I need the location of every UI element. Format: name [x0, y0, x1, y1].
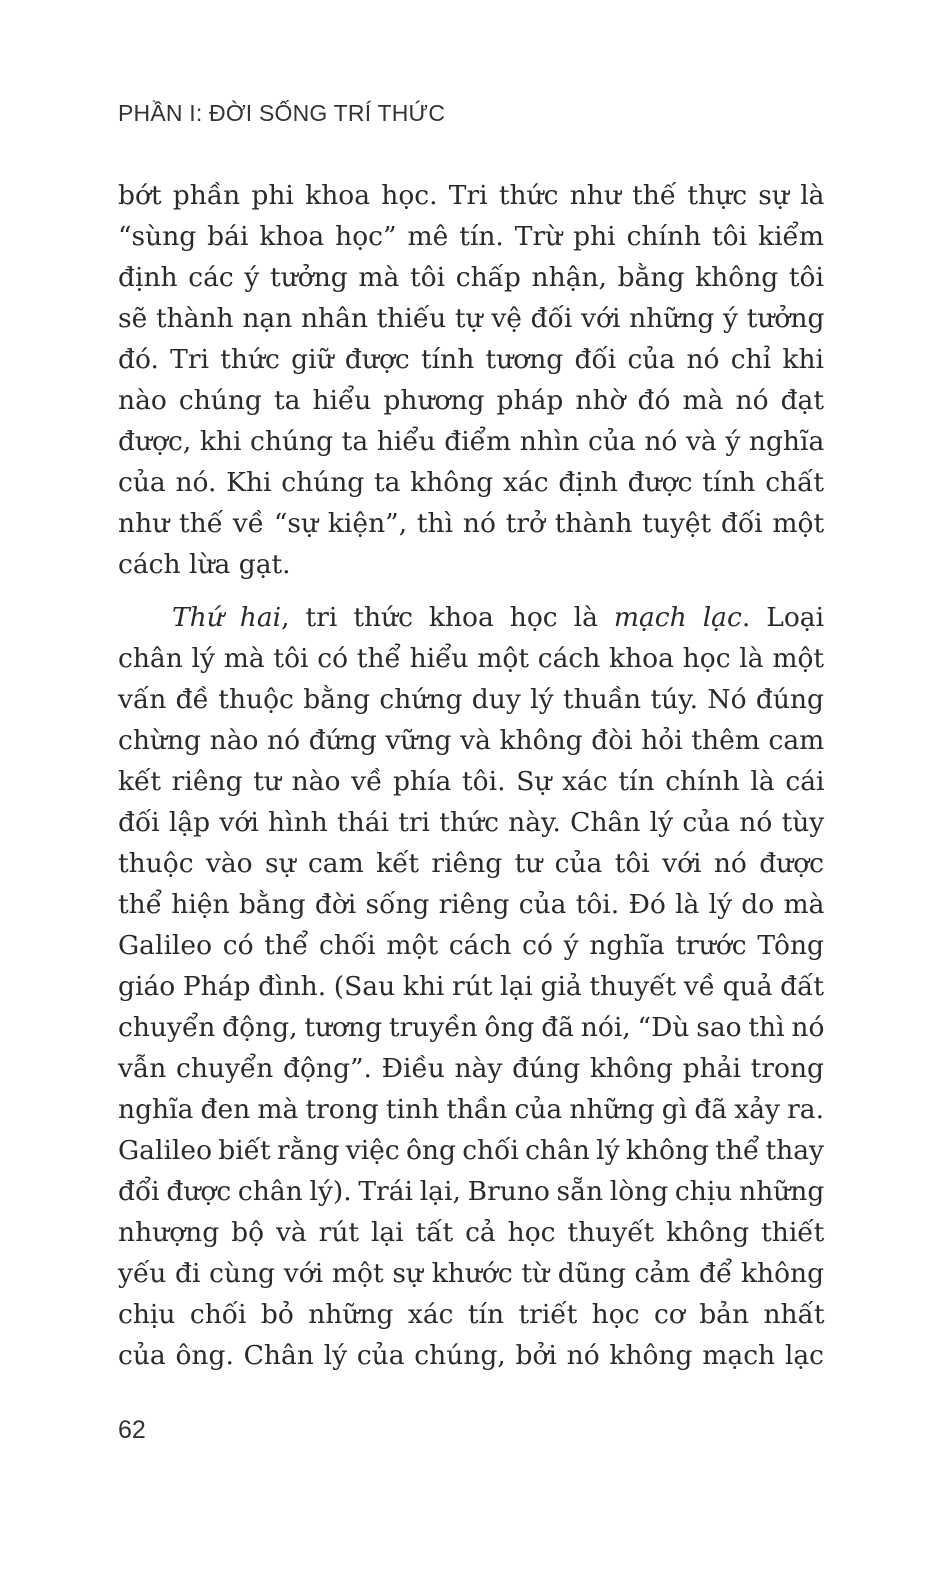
text-line: Galileo có thể chối một cách có ý nghĩa trước Tông — [118, 930, 824, 961]
text-line: “sùng bái khoa học” mê tín. Trừ phi chính tôi kiểm — [118, 221, 824, 252]
text-line: giáo Pháp đình. (Sau khi rút lại giả thuyết về quả đất — [118, 971, 824, 1002]
text-line: thuộc vào sự cam kết riêng tư của tôi với nó được — [118, 848, 825, 879]
paragraph-1 — [118, 175, 824, 585]
text-line: Galileo biết rằng việc ông chối chân lý không thể thay — [118, 1135, 824, 1166]
text-line: của nó. Khi chúng ta không xác định được tính chất — [118, 467, 824, 498]
text-line: bớt phần phi khoa học. Tri thức như thế thực sự là — [118, 180, 825, 211]
text-line: thể hiện bằng đời sống riêng của tôi. Đó là lý do mà — [118, 889, 825, 920]
text-line: như thế về “sự kiện”, thì nó trở thành tuyệt đối một — [118, 508, 825, 539]
text-run: . Loại — [741, 602, 825, 633]
text-line: đối lập với hình thái tri thức này. Chân lý của nó tùy — [118, 807, 825, 838]
text-line: chuyển động, tương truyền ông đã nói, “Dù sao thì nó — [118, 1012, 825, 1043]
text-line: chân lý mà tôi có thể hiểu một cách khoa học là một — [118, 643, 825, 674]
text-line: chịu chối bỏ những xác tín triết học cơ bản nhất — [118, 1299, 825, 1330]
text-line: vấn đề thuộc bằng chứng duy lý thuần túy. Nó đúng — [118, 684, 824, 715]
text-line: đó. Tri thức giữ được tính tương đối của nó chỉ khi — [118, 344, 824, 375]
text-line: chừng nào nó đứng vững và không đòi hỏi thêm cam — [118, 725, 825, 756]
body-text — [118, 175, 824, 1376]
text-line: yếu đi cùng với một sự khước từ dũng cảm để không — [118, 1258, 825, 1289]
text-line: sẽ thành nạn nhân thiếu tự vệ đối với những ý tưởng — [118, 303, 825, 334]
paragraph-gap — [118, 585, 824, 597]
text-line: vẫn chuyển động”. Điều này đúng không phải trong — [118, 1053, 824, 1084]
text-line: đổi được chân lý). Trái lại, Bruno sẵn lòng chịu những — [118, 1176, 825, 1207]
page-number: 62 — [118, 1416, 146, 1444]
text-line: kết riêng tư nào về phía tôi. Sự xác tín chính là cái — [118, 766, 825, 797]
text-line-first — [118, 597, 824, 638]
text-line: định các ý tưởng mà tôi chấp nhận, bằng không tôi — [118, 262, 824, 293]
text-line: được, khi chúng ta hiểu điểm nhìn của nó và ý nghĩa — [118, 426, 825, 457]
text-line: nhượng bộ và rút lại tất cả học thuyết không thiết — [118, 1217, 825, 1248]
text-line: nào chúng ta hiểu phương pháp nhờ đó mà nó đạt — [118, 385, 824, 416]
text-line: của ông. Chân lý của chúng, bởi nó không mạch lạc — [118, 1340, 824, 1371]
text-line: nghĩa đen mà trong tinh thần của những gì đã xảy ra. — [118, 1094, 825, 1125]
text-line: cách lừa gạt. — [118, 549, 291, 580]
text-run: , tri thức khoa học là — [281, 602, 614, 633]
paragraph-2 — [118, 597, 824, 1376]
running-header: PHẦN I: ĐỜI SỐNG TRÍ THỨC — [118, 100, 446, 126]
emphasis-text: Thứ hai — [172, 602, 282, 633]
emphasis-text: mạch lạc — [613, 602, 742, 633]
